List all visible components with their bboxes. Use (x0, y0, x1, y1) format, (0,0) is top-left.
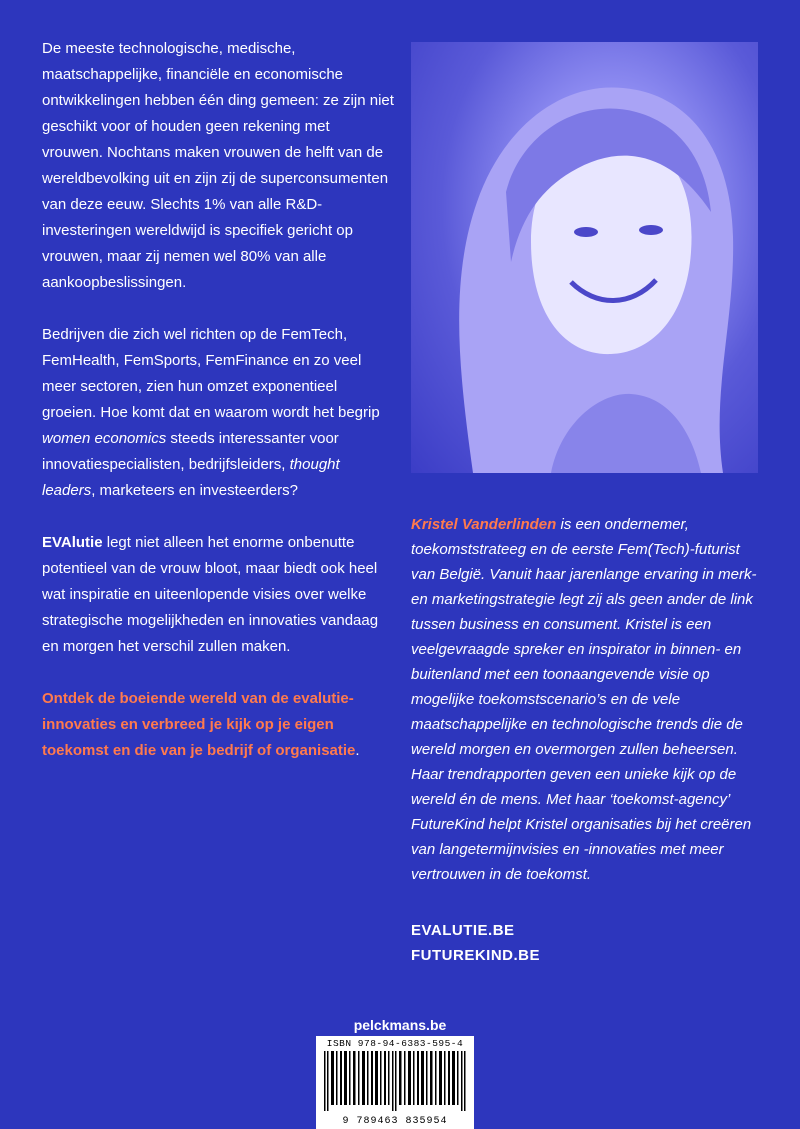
author-bio-text: is een ondernemer, toekomststrateeg en de eerste Fem(Tech)-futurist van België. Vanuit haar jarenlange ervaring in merk- en marketingstrategie legt zij als geen ander de link tussen business en consument. Kristel is een veelgevraagde spreker en inspirator in binnen- en buitenland met een toonaangevende visie op mogelijke toekomstscenario’s en de vele maatschappelijke en technologische trends die de wereld morgen en overmorgen zullen beheersen. Haar trendrapporten geven een unieke kijk op de wereld én de mens. Met haar ‘toekomst-agency’ FutureKind helpt Kristel organisaties bij het creëren van langetermijnvisies en -innovaties met meer vertrouwen in de toekomst. (411, 516, 757, 883)
blurb-call-to-action: Ontdek de boeiende wereld van de evalutie-innovaties en verbreed je kijk op je eigen toekomst en die van je bedrijf of organisatie. (42, 690, 360, 759)
blurb-paragraph-2: Bedrijven die zich wel richten op de FemTech, FemHealth, FemSports, FemFinance en zo veel meer sectoren, zien hun omzet exponentieel groeien. Hoe komt dat en waarom wordt het begrip women economics steeds interessanter voor innovatiespecialisten, bedrijfsleiders, thought leaders, marketeers en investeerders? (42, 326, 380, 499)
blurb-paragraph-3: EVAlutie legt niet alleen het enorme onbenutte potentieel van de vrouw bloot, maar biedt ook heel wat inspiratie en uiteenlopende visies over welke strategische mogelijkheden en innovaties vandaag en morgen het verschil zullen maken. (42, 534, 379, 655)
barcode-number: 9 789463 835954 (342, 1116, 448, 1127)
link-evalutie[interactable]: EVALUTIE.BE (411, 922, 515, 939)
blurb-paragraph-1: De meeste technologische, medische, maatschappelijke, financiële en economische ontwikkelingen hebben één ding gemeen: ze zijn niet geschikt voor of houden geen rekening met vrouwen. Nochtans maken vrouwen de helft van de wereldbevolking uit en zijn zij de superconsumenten van deze eeuw. Slechts 1% van alle R&D-investeringen wereldwijd is specifiek gericht op vrouwen, maar zij nemen wel 80% van alle aankoopbeslissingen. (42, 40, 394, 291)
isbn-barcode (316, 1036, 474, 1129)
author-name: Kristel Vanderlinden (411, 516, 557, 533)
barcode-bars (324, 1051, 466, 1111)
author-bio (411, 512, 763, 887)
back-cover-blurb (42, 36, 394, 790)
website-links (411, 918, 540, 968)
portrait-illustration (411, 42, 758, 473)
isbn-label: ISBN 978-94-6383-595-4 (326, 1038, 464, 1049)
author-portrait-image (411, 42, 758, 473)
publisher-url[interactable]: pelckmans.be (353, 1017, 447, 1033)
link-futurekind[interactable]: FUTUREKIND.BE (411, 947, 540, 964)
